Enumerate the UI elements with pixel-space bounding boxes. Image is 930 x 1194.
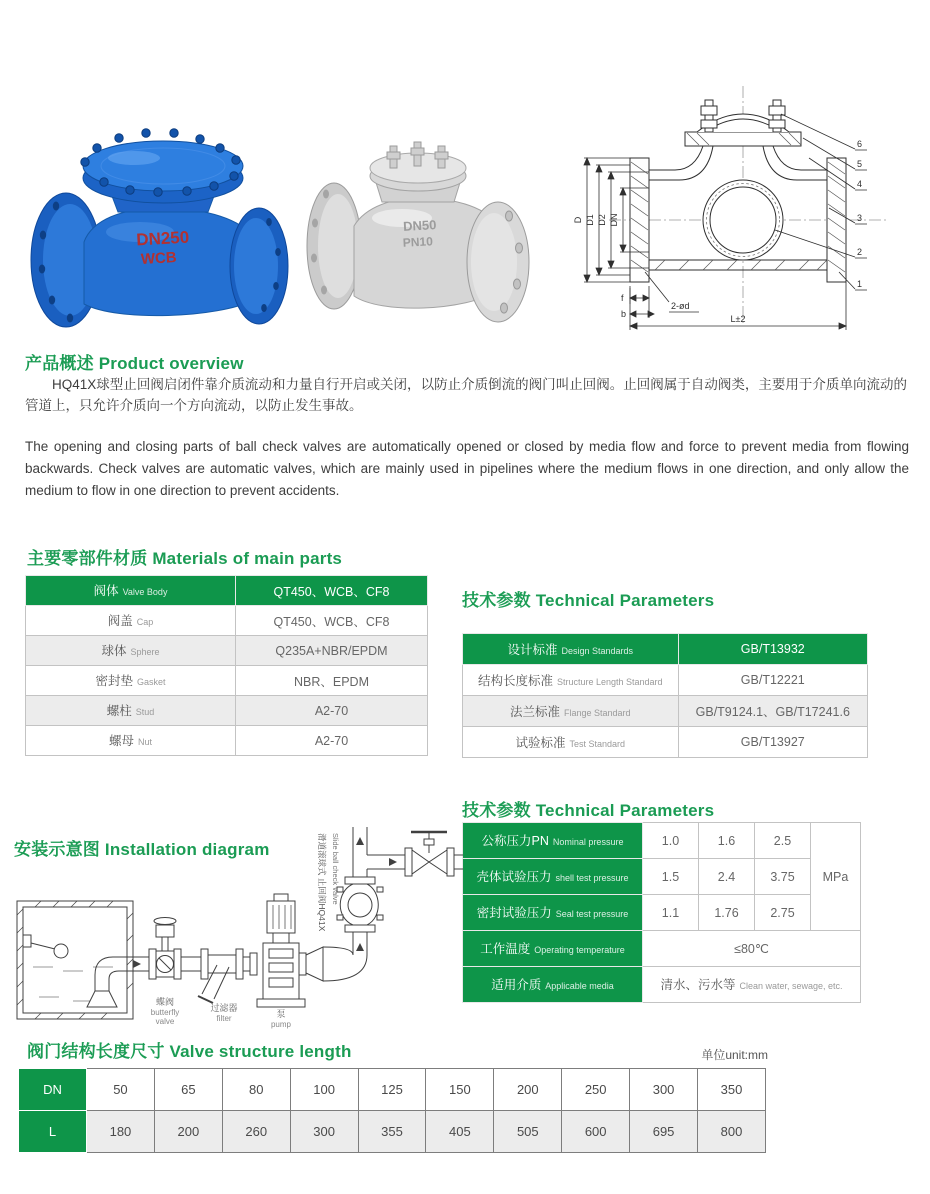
dim-label: D	[573, 216, 583, 224]
temperature-label-cell: 工作温度 Operating temperature	[463, 931, 643, 967]
dn-header-cell: DN	[19, 1069, 87, 1111]
table-row	[463, 634, 868, 665]
l-cell: 300	[290, 1111, 358, 1153]
dn-cell: 250	[562, 1069, 630, 1111]
installation-title: 安装示意图 Installation diagram	[14, 840, 270, 859]
media-value-cell: 清水、污水等 Clean water, sewage, etc.	[643, 967, 861, 1003]
material-cell: Q235A+NBR/EPDM	[236, 636, 428, 666]
table-row	[463, 823, 861, 859]
butterfly-valve-symbol	[149, 918, 181, 980]
pump-label-en: pump	[270, 1020, 292, 1029]
valve-marking: WCB	[140, 249, 178, 268]
part-name-cell: 螺母 Nut	[26, 726, 236, 756]
table-row	[463, 696, 868, 727]
part-name-cell: 密封垫 Gasket	[26, 666, 236, 696]
table-row	[26, 606, 428, 636]
standard-value-cell: GB/T13932	[678, 634, 867, 665]
overview-paragraph-en: The opening and closing parts of ball check valves are automatically opened or closed by media flow and force to prevent media from flowing backwards. Check valves are automatic valves, which are mainly used in pipelines where the medium flows in one direction, and only allow the medium to flow in one direction to prevent accidents.	[25, 439, 909, 498]
l-cell: 405	[426, 1111, 494, 1153]
length-label: L±2	[730, 314, 746, 324]
temperature-value-cell: ≤80℃	[643, 931, 861, 967]
table-row	[463, 859, 861, 895]
standard-value-cell: GB/T9124.1、GB/T17241.6	[678, 696, 867, 727]
pressure-unit-cell: MPa	[811, 823, 861, 931]
l-cell: 200	[154, 1111, 222, 1153]
butterfly-label-en: valve	[155, 1017, 175, 1026]
valve-technical-drawing	[557, 58, 929, 342]
pressure-value-cell: 1.0	[643, 823, 699, 859]
l-header-cell: L	[19, 1111, 87, 1153]
table-row	[26, 576, 428, 606]
material-cell: A2-70	[236, 726, 428, 756]
pressure-value-cell: 2.5	[755, 823, 811, 859]
table-row	[26, 696, 428, 726]
butterfly-label-en: butterfly	[150, 1008, 180, 1017]
dn-cell: 100	[290, 1069, 358, 1111]
dn-cell: 80	[222, 1069, 290, 1111]
dim-label: D1	[585, 214, 595, 226]
dn-cell: 350	[698, 1069, 766, 1111]
length-title: 阀门结构长度尺寸 Valve structure length	[27, 1042, 352, 1061]
unit-note: 单位unit:mm	[701, 1048, 768, 1062]
standards-title: 技术参数 Technical Parameters	[462, 591, 715, 610]
callout-number: 1	[857, 279, 863, 289]
part-name-cell: 球体 Sphere	[26, 636, 236, 666]
table-row	[463, 727, 868, 758]
callout-number: 3	[857, 213, 863, 223]
pressure-value-cell: 1.76	[699, 895, 755, 931]
table-row	[26, 726, 428, 756]
pump-label-cn: 泵	[276, 1009, 286, 1019]
blue-valve-photo	[22, 92, 304, 340]
pressure-value-cell: 2.4	[699, 859, 755, 895]
dim-label: f	[621, 293, 624, 303]
callout-number: 5	[857, 159, 863, 169]
blue-valve-graphic	[31, 129, 288, 327]
dim-label: b	[621, 309, 627, 319]
standard-value-cell: GB/T12221	[678, 665, 867, 696]
valve-marking: PN10	[402, 234, 434, 250]
l-cell: 505	[494, 1111, 562, 1153]
steel-valve-photo	[302, 88, 530, 338]
pump-symbol	[250, 894, 323, 1007]
pressure-value-cell: 3.75	[755, 859, 811, 895]
water-tank	[17, 901, 133, 1019]
table-row	[463, 967, 861, 1003]
check-valve-label-en: Slide ball check valve	[331, 833, 340, 905]
table-row	[26, 666, 428, 696]
l-cell: 260	[222, 1111, 290, 1153]
part-name-cell: 阀体 Valve Body	[26, 576, 236, 606]
material-cell: QT450、WCB、CF8	[236, 606, 428, 636]
filter-label-cn: 过滤器	[210, 1003, 238, 1013]
pressure-value-cell: 2.75	[755, 895, 811, 931]
gate-valve-symbol	[367, 832, 463, 876]
dn-cell: 300	[630, 1069, 698, 1111]
dn-cell: 125	[358, 1069, 426, 1111]
check-valve-label-cn: 滑道滚球式 止回阀HQ41X	[317, 833, 327, 932]
diagram-labels	[151, 833, 340, 1029]
table-row	[463, 895, 861, 931]
suction-pipe	[87, 957, 149, 1007]
standard-name-cell: 法兰标准 Flange Standard	[463, 696, 679, 727]
standard-name-cell: 设计标准 Design Standards	[463, 634, 679, 665]
part-name-cell: 阀盖 Cap	[26, 606, 236, 636]
drawing-body	[609, 86, 887, 326]
butterfly-label-cn: 蝶阀	[155, 997, 175, 1007]
pressure-label-cell: 公称压力PN Nominal pressure	[463, 823, 643, 859]
table-row	[19, 1069, 766, 1111]
table-row	[19, 1111, 766, 1153]
dn-cell: 200	[494, 1069, 562, 1111]
pipe	[181, 957, 201, 971]
dn-cell: 50	[87, 1069, 155, 1111]
pressure-value-cell: 1.1	[643, 895, 699, 931]
material-cell: QT450、WCB、CF8	[236, 576, 428, 606]
pressure-table	[462, 822, 861, 1003]
standards-table	[462, 633, 868, 758]
pressure-value-cell: 1.5	[643, 859, 699, 895]
table-row	[463, 931, 861, 967]
installation-diagram	[5, 815, 463, 1033]
valve-marking: DN50	[402, 217, 437, 234]
length-table	[18, 1068, 766, 1153]
valve-marking: DN250	[135, 227, 190, 250]
hole-label: 2-ød	[671, 301, 690, 311]
dn-cell: 150	[426, 1069, 494, 1111]
overview-paragraph-cn: HQ41X球型止回阀启闭件靠介质流动和力量自行开启或关闭，以防止介质倒流的阀门叫止回阀。止回阀属于自动阀类，主要用于介质单向流动的管道上，只允许介质向一个方向流动，以防止发生事故。	[25, 377, 907, 413]
table-row	[463, 665, 868, 696]
dim-label: D2	[597, 214, 607, 226]
overview-title: 产品概述 Product overview	[25, 354, 244, 373]
material-cell: NBR、EPDM	[236, 666, 428, 696]
pressure-title: 技术参数 Technical Parameters	[462, 801, 715, 820]
l-cell: 800	[698, 1111, 766, 1153]
pressure-label-cell: 壳体试验压力 shell test pressure	[463, 859, 643, 895]
part-name-cell: 螺柱 Stud	[26, 696, 236, 726]
l-cell: 180	[87, 1111, 155, 1153]
l-cell: 695	[630, 1111, 698, 1153]
media-label-cell: 适用介质 Applicable media	[463, 967, 643, 1003]
callout-number: 2	[857, 247, 863, 257]
standard-name-cell: 试验标准 Test Standard	[463, 727, 679, 758]
filter-label-en: filter	[216, 1014, 232, 1023]
steel-valve-graphic	[307, 142, 529, 322]
standard-value-cell: GB/T13927	[678, 727, 867, 758]
dn-cell: 65	[154, 1069, 222, 1111]
l-cell: 355	[358, 1111, 426, 1153]
pressure-label-cell: 密封试验压力 Seal test pressure	[463, 895, 643, 931]
pressure-value-cell: 1.6	[699, 823, 755, 859]
l-cell: 600	[562, 1111, 630, 1153]
materials-table	[25, 575, 428, 756]
standard-name-cell: 结构长度标准 Structure Length Standard	[463, 665, 679, 696]
table-row	[26, 636, 428, 666]
materials-title: 主要零部件材质 Materials of main parts	[27, 549, 343, 568]
filter-symbol	[198, 949, 243, 1003]
callout-number: 4	[857, 179, 863, 189]
dim-label: DN	[609, 213, 619, 227]
callout-number: 6	[857, 139, 863, 149]
material-cell: A2-70	[236, 696, 428, 726]
